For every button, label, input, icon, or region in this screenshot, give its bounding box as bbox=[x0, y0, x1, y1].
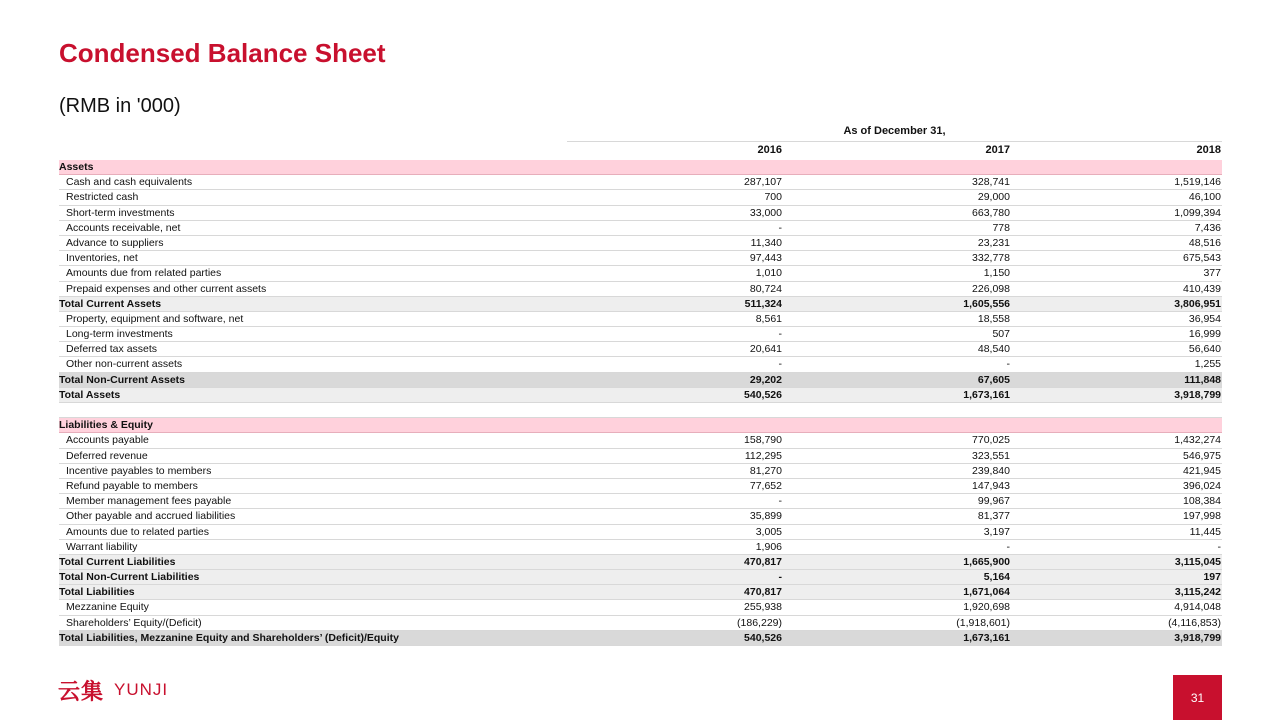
table-row bbox=[59, 327, 1222, 342]
cell-value: 778 bbox=[992, 221, 1010, 234]
cell-value: 3,005 bbox=[755, 525, 782, 538]
cell-value: (1,918,601) bbox=[956, 616, 1010, 629]
table-row bbox=[59, 312, 1222, 327]
total-row bbox=[59, 570, 1222, 585]
row-label: Other payable and accrued liabilities bbox=[66, 510, 236, 523]
cell-value: 675,543 bbox=[1183, 252, 1221, 265]
cell-value: 3,806,951 bbox=[1174, 297, 1221, 310]
table-row bbox=[59, 600, 1222, 615]
logo-chinese-text: 云集 bbox=[58, 678, 105, 704]
cell-value: 29,000 bbox=[977, 191, 1010, 204]
table-body bbox=[59, 160, 1222, 646]
row-label: Member management fees payable bbox=[66, 495, 232, 508]
cell-value: 56,640 bbox=[1188, 343, 1221, 356]
cell-value: 112,295 bbox=[744, 449, 782, 462]
table-row bbox=[59, 479, 1222, 494]
cell-value: 81,377 bbox=[977, 510, 1010, 523]
cell-value: 99,967 bbox=[977, 495, 1010, 508]
cell-value: 323,551 bbox=[972, 449, 1010, 462]
table-row bbox=[59, 206, 1222, 221]
cell-value: 11,445 bbox=[1189, 525, 1221, 538]
cell-value: 97,443 bbox=[749, 252, 782, 265]
logo-english-text: YUNJI bbox=[114, 680, 169, 699]
row-label: Amounts due from related parties bbox=[66, 267, 222, 280]
total-row bbox=[59, 555, 1222, 570]
total-row bbox=[59, 297, 1222, 312]
cell-value: 1,671,064 bbox=[963, 586, 1010, 599]
cell-value: 546,975 bbox=[1183, 449, 1221, 462]
cell-value: - bbox=[778, 571, 782, 584]
row-label: Cash and cash equivalents bbox=[66, 176, 193, 189]
cell-value: 1,906 bbox=[755, 540, 782, 553]
cell-value: 48,516 bbox=[1188, 236, 1221, 249]
cell-value: 770,025 bbox=[972, 434, 1010, 447]
cell-value: 36,954 bbox=[1188, 312, 1221, 325]
cell-value: 3,197 bbox=[983, 525, 1010, 538]
cell-value: 48,540 bbox=[977, 343, 1010, 356]
row-label: Advance to suppliers bbox=[66, 236, 164, 249]
row-label: Total Assets bbox=[59, 388, 121, 401]
total-row bbox=[59, 631, 1222, 646]
row-label: Other non-current assets bbox=[66, 358, 183, 371]
table-row bbox=[59, 525, 1222, 540]
row-label: Refund payable to members bbox=[66, 479, 198, 492]
cell-value: 46,100 bbox=[1188, 191, 1221, 204]
table-row bbox=[59, 266, 1222, 281]
cell-value: 67,605 bbox=[977, 373, 1010, 386]
spacer-row bbox=[59, 403, 1222, 418]
row-label: Long-term investments bbox=[66, 328, 173, 341]
slide-title: Condensed Balance Sheet bbox=[59, 38, 386, 68]
cell-value: 158,790 bbox=[744, 434, 782, 447]
cell-value: 1,673,161 bbox=[963, 631, 1010, 644]
cell-value: 1,099,394 bbox=[1174, 206, 1221, 219]
cell-value: 511,324 bbox=[744, 297, 782, 310]
row-label: Inventories, net bbox=[66, 252, 138, 265]
cell-value: 1,519,146 bbox=[1174, 176, 1221, 189]
row-label: Total Liabilities, Mezzanine Equity and Shareholders’ (Deficit)/Equity bbox=[59, 631, 399, 644]
cell-value: 226,098 bbox=[972, 282, 1010, 295]
row-label: Warrant liability bbox=[66, 540, 138, 553]
cell-value: - bbox=[778, 495, 782, 508]
cell-value: 410,439 bbox=[1183, 282, 1221, 295]
year-column-header: 2017 bbox=[985, 144, 1010, 156]
section-header-row bbox=[59, 418, 1222, 433]
cell-value: 197 bbox=[1203, 571, 1221, 584]
cell-value: 1,673,161 bbox=[963, 388, 1010, 401]
table-row bbox=[59, 251, 1222, 266]
row-label: Property, equipment and software, net bbox=[66, 312, 244, 325]
cell-value: 3,115,045 bbox=[1174, 555, 1221, 568]
row-label: Mezzanine Equity bbox=[66, 601, 149, 614]
cell-value: 23,231 bbox=[977, 236, 1010, 249]
cell-value: 80,724 bbox=[749, 282, 782, 295]
table-row bbox=[59, 175, 1222, 190]
cell-value: 5,164 bbox=[983, 571, 1010, 584]
cell-value: 1,255 bbox=[1194, 358, 1221, 371]
table-row bbox=[59, 433, 1222, 448]
table-row bbox=[59, 357, 1222, 372]
row-label: Total Current Assets bbox=[59, 297, 162, 310]
balance-sheet-table bbox=[59, 124, 1222, 646]
total-row bbox=[59, 373, 1222, 388]
cell-value: 540,526 bbox=[744, 388, 782, 401]
cell-value: - bbox=[1217, 540, 1221, 553]
cell-value: 81,270 bbox=[749, 464, 782, 477]
currency-unit-label: (RMB in '000) bbox=[59, 95, 181, 117]
cell-value: 111,848 bbox=[1184, 373, 1221, 386]
table-row bbox=[59, 190, 1222, 205]
table-row bbox=[59, 540, 1222, 555]
cell-value: (4,116,853) bbox=[1168, 616, 1221, 629]
cell-value: - bbox=[1006, 540, 1010, 553]
row-label: Accounts receivable, net bbox=[66, 221, 181, 234]
cell-value: - bbox=[778, 358, 782, 371]
table-header bbox=[59, 124, 1222, 160]
row-label: Total Non-Current Liabilities bbox=[59, 571, 200, 584]
row-label: Total Current Liabilities bbox=[59, 555, 176, 568]
cell-value: - bbox=[778, 221, 782, 234]
row-label: Restricted cash bbox=[66, 191, 139, 204]
cell-value: 3,115,242 bbox=[1174, 586, 1221, 599]
cell-value: 29,202 bbox=[749, 373, 782, 386]
cell-value: 421,945 bbox=[1183, 464, 1221, 477]
cell-value: (186,229) bbox=[737, 616, 782, 629]
table-row bbox=[59, 282, 1222, 297]
cell-value: 1,150 bbox=[983, 267, 1010, 280]
cell-value: - bbox=[1006, 358, 1010, 371]
cell-value: 1,010 bbox=[755, 267, 782, 280]
header-divider bbox=[567, 141, 1222, 142]
table-row bbox=[59, 464, 1222, 479]
cell-value: 255,938 bbox=[744, 601, 782, 614]
total-row bbox=[59, 585, 1222, 600]
cell-value: 11,340 bbox=[750, 236, 782, 249]
cell-value: 35,899 bbox=[749, 510, 782, 523]
cell-value: 396,024 bbox=[1183, 479, 1221, 492]
cell-value: 8,561 bbox=[755, 312, 782, 325]
cell-value: 540,526 bbox=[744, 631, 782, 644]
yunji-logo bbox=[58, 677, 168, 703]
row-label: Total Non-Current Assets bbox=[59, 373, 186, 386]
cell-value: 18,558 bbox=[977, 312, 1010, 325]
table-row bbox=[59, 449, 1222, 464]
row-label: Liabilities & Equity bbox=[59, 419, 153, 432]
row-label: Shareholders’ Equity/(Deficit) bbox=[66, 616, 202, 629]
cell-value: 16,999 bbox=[1188, 328, 1221, 341]
row-label: Incentive payables to members bbox=[66, 464, 212, 477]
row-label: Short-term investments bbox=[66, 206, 175, 219]
row-label: Accounts payable bbox=[66, 434, 149, 447]
cell-value: 663,780 bbox=[972, 206, 1010, 219]
cell-value: 239,840 bbox=[972, 464, 1010, 477]
total-row bbox=[59, 388, 1222, 403]
table-row bbox=[59, 509, 1222, 524]
cell-value: 20,641 bbox=[749, 343, 782, 356]
cell-value: 507 bbox=[992, 328, 1010, 341]
cell-value: 197,998 bbox=[1183, 510, 1221, 523]
cell-value: 287,107 bbox=[744, 176, 782, 189]
table-row bbox=[59, 221, 1222, 236]
cell-value: 700 bbox=[764, 191, 782, 204]
row-label: Deferred revenue bbox=[66, 449, 148, 462]
cell-value: 77,652 bbox=[749, 479, 782, 492]
cell-value: 4,914,048 bbox=[1174, 601, 1221, 614]
cell-value: 1,605,556 bbox=[963, 297, 1010, 310]
cell-value: 328,741 bbox=[972, 176, 1010, 189]
cell-value: 3,918,799 bbox=[1174, 631, 1221, 644]
cell-value: 377 bbox=[1203, 267, 1221, 280]
cell-value: 33,000 bbox=[749, 206, 782, 219]
row-label: Prepaid expenses and other current assets bbox=[66, 282, 267, 295]
cell-value: 1,920,698 bbox=[963, 601, 1010, 614]
row-label: Total Liabilities bbox=[59, 586, 135, 599]
table-row bbox=[59, 342, 1222, 357]
year-column-header: 2016 bbox=[757, 144, 782, 156]
section-header-row bbox=[59, 160, 1222, 175]
as-of-label: As of December 31, bbox=[843, 125, 946, 137]
cell-value: 147,943 bbox=[972, 479, 1010, 492]
cell-value: 1,432,274 bbox=[1174, 434, 1221, 447]
table-row bbox=[59, 236, 1222, 251]
cell-value: - bbox=[778, 328, 782, 341]
cell-value: 7,436 bbox=[1194, 221, 1221, 234]
table-row bbox=[59, 616, 1222, 631]
year-column-header: 2018 bbox=[1196, 144, 1221, 156]
cell-value: 470,817 bbox=[744, 555, 782, 568]
cell-value: 108,384 bbox=[1183, 495, 1221, 508]
cell-value: 1,665,900 bbox=[963, 555, 1010, 568]
row-label: Assets bbox=[59, 161, 94, 173]
cell-value: 332,778 bbox=[972, 252, 1010, 265]
page-number: 31 bbox=[1173, 675, 1222, 720]
row-label: Amounts due to related parties bbox=[66, 525, 210, 538]
table-row bbox=[59, 494, 1222, 509]
cell-value: 3,918,799 bbox=[1174, 388, 1221, 401]
cell-value: 470,817 bbox=[744, 586, 782, 599]
row-label: Deferred tax assets bbox=[66, 343, 158, 356]
